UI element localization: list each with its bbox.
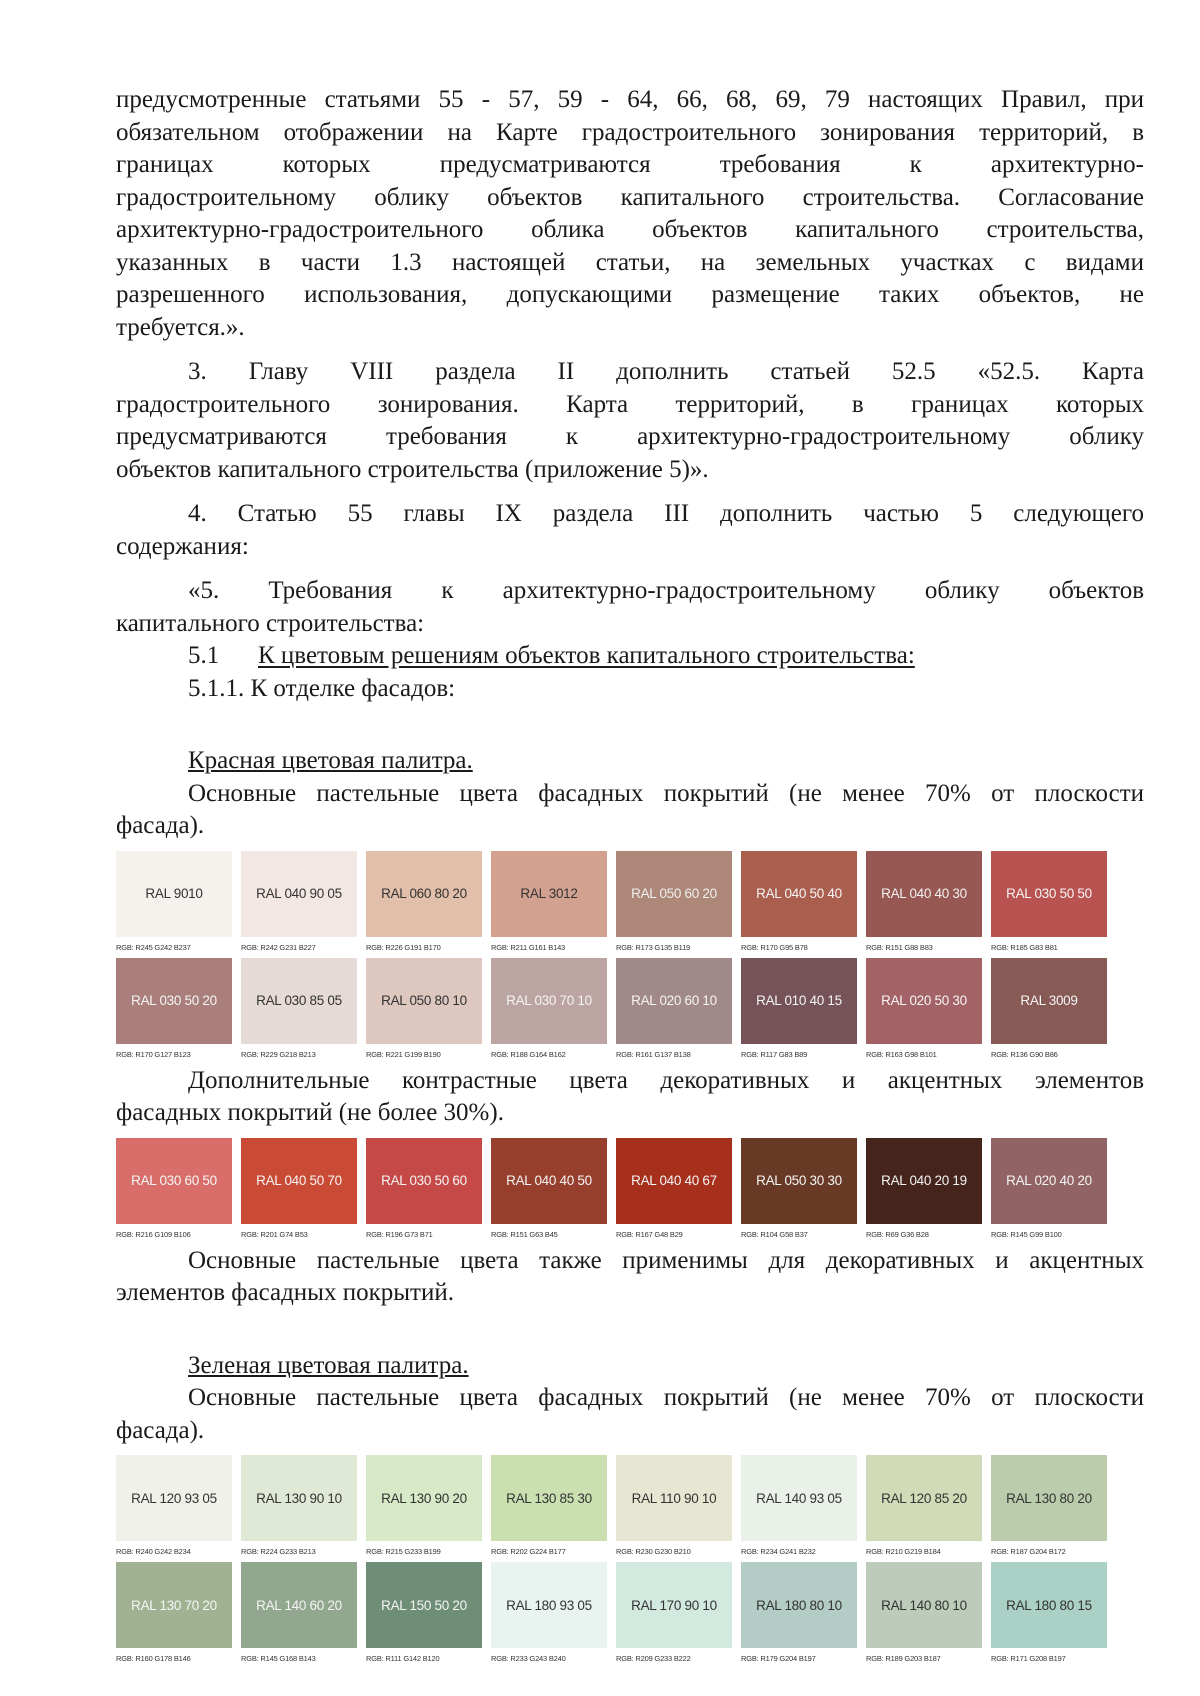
color-swatch	[741, 958, 857, 1059]
swatch-chip: RAL 030 50 60	[366, 1138, 482, 1224]
text-line: элементов фасадных покрытий.	[116, 1279, 454, 1306]
color-swatch	[491, 1455, 607, 1556]
color-swatch	[866, 1138, 982, 1239]
text-line: фасадных покрытий (не более 30%).	[116, 1099, 504, 1126]
swatch-chip: RAL 170 90 10	[616, 1562, 732, 1648]
text-line: предусмотренные статьями 55 - 57, 59 - 64, 66, 68, 69, 79 настоящих Правил, при	[116, 86, 1144, 113]
color-swatch	[491, 1562, 607, 1663]
swatch-chip: RAL 050 60 20	[616, 851, 732, 937]
color-swatch	[366, 958, 482, 1059]
green-palette-title	[116, 1350, 1144, 1383]
swatch-chip: RAL 110 90 10	[616, 1455, 732, 1541]
swatch-chip: RAL 120 85 20	[866, 1455, 982, 1541]
swatch-rgb-label: RGB: R117 G83 B89	[741, 1049, 808, 1059]
swatch-rgb-label: RGB: R171 G208 B197	[991, 1654, 1066, 1663]
swatch-rgb-label: RGB: R160 G178 B146	[116, 1654, 191, 1663]
color-swatch	[991, 1455, 1107, 1556]
swatch-rgb-label: RGB: R189 G203 B187	[866, 1654, 941, 1663]
text-line: Основные пастельные цвета фасадных покрытий (не менее 70% от плоскости	[188, 1384, 1144, 1411]
text-line: Основные пастельные цвета фасадных покрытий (не менее 70% от плоскости	[188, 779, 1144, 807]
text-line: Дополнительные контрастные цвета декоративных и акцентных элементов	[188, 1066, 1144, 1094]
swatch-chip: RAL 040 40 30	[866, 851, 982, 937]
swatch-chip: RAL 140 60 20	[241, 1562, 357, 1648]
swatch-chip: RAL 030 50 50	[991, 851, 1107, 937]
swatch-rgb-label: RGB: R221 G199 B190	[366, 1049, 441, 1059]
swatch-rgb-label: RGB: R145 G99 B100	[991, 1229, 1062, 1239]
text-line: обязательном отображении на Карте градостроительного зонирования территорий, в	[116, 118, 1144, 146]
text-line: «5. Требования к архитектурно-градостроительному облику объектов	[188, 577, 1144, 604]
subsection-5-1	[116, 640, 1144, 673]
color-swatch	[491, 1138, 607, 1239]
color-swatch	[366, 1138, 482, 1239]
color-swatch	[366, 851, 482, 952]
color-swatch	[741, 1455, 857, 1556]
swatch-chip: RAL 180 80 15	[991, 1562, 1107, 1648]
swatch-rgb-label: RGB: R69 G36 B28	[866, 1229, 929, 1239]
color-swatch	[366, 1455, 482, 1556]
color-swatch	[616, 958, 732, 1059]
color-swatch	[741, 851, 857, 952]
color-swatch	[116, 958, 232, 1059]
swatch-rgb-label: RGB: R179 G204 B197	[741, 1654, 816, 1663]
swatch-rgb-label: RGB: R233 G243 B240	[491, 1654, 566, 1663]
swatch-chip: RAL 150 50 20	[366, 1562, 482, 1648]
green-main-swatch-grid	[116, 1455, 1144, 1663]
swatch-chip: RAL 060 80 20	[366, 851, 482, 937]
swatch-rgb-label: RGB: R187 G204 B172	[991, 1547, 1066, 1556]
color-swatch	[241, 1562, 357, 1663]
color-swatch	[991, 1138, 1107, 1239]
swatch-chip: RAL 140 80 10	[866, 1562, 982, 1648]
text-line: градостроительному облику объектов капитального строительства. Согласование	[116, 183, 1144, 211]
swatch-rgb-label: RGB: R188 G164 B162	[491, 1049, 566, 1059]
color-swatch	[866, 958, 982, 1059]
text-line: архитектурно-градостроительного облика объектов капитального строительства,	[116, 216, 1144, 243]
color-swatch	[116, 1455, 232, 1556]
swatch-rgb-label: RGB: R161 G137 B138	[616, 1049, 691, 1059]
color-swatch	[491, 958, 607, 1059]
text-line: требуется.».	[116, 313, 245, 341]
text-line: Основные пастельные цвета также применимы для декоративных и акцентных	[188, 1246, 1144, 1274]
swatch-chip: RAL 030 50 20	[116, 958, 232, 1044]
color-swatch	[241, 958, 357, 1059]
color-swatch	[866, 1455, 982, 1556]
text-line: капитального строительства:	[116, 609, 425, 637]
swatch-rgb-label: RGB: R163 G98 B101	[866, 1049, 937, 1059]
swatch-rgb-label: RGB: R210 G219 B184	[866, 1547, 941, 1556]
swatch-chip: RAL 030 60 50	[116, 1138, 232, 1224]
swatch-chip: RAL 010 40 15	[741, 958, 857, 1044]
color-swatch	[741, 1562, 857, 1663]
swatch-chip: RAL 130 70 20	[116, 1562, 232, 1648]
color-swatch	[866, 1562, 982, 1663]
text-line: градостроительного зонирования. Карта территорий, в границах которых	[116, 390, 1144, 418]
swatch-chip: RAL 3009	[991, 958, 1107, 1044]
color-swatch	[616, 1455, 732, 1556]
swatch-rgb-label: RGB: R111 G142 B120	[366, 1654, 440, 1663]
color-swatch	[241, 851, 357, 952]
swatch-chip: RAL 130 80 20	[991, 1455, 1107, 1541]
swatch-rgb-label: RGB: R234 G241 B232	[741, 1547, 816, 1556]
red-accent-description	[116, 1065, 1144, 1130]
swatch-rgb-label: RGB: R211 G161 B143	[491, 942, 566, 952]
swatch-rgb-label: RGB: R201 G74 B53	[241, 1229, 308, 1239]
swatch-chip: RAL 040 50 40	[741, 851, 857, 937]
color-swatch	[616, 1138, 732, 1239]
swatch-rgb-label: RGB: R173 G135 B119	[616, 942, 691, 952]
swatch-chip: RAL 130 85 30	[491, 1455, 607, 1541]
color-swatch	[741, 1138, 857, 1239]
color-swatch	[241, 1138, 357, 1239]
text-line: разрешенного использования, допускающими размещение таких объектов, не	[116, 281, 1144, 308]
swatch-chip: RAL 040 20 19	[866, 1138, 982, 1224]
swatch-rgb-label: RGB: R196 G73 B71	[366, 1229, 433, 1239]
swatch-chip: RAL 130 90 10	[241, 1455, 357, 1541]
swatch-rgb-label: RGB: R151 G88 B83	[866, 942, 933, 952]
green-main-description	[116, 1382, 1144, 1447]
swatch-rgb-label: RGB: R242 G231 B227	[241, 942, 316, 952]
swatch-chip: RAL 040 40 50	[491, 1138, 607, 1224]
swatch-chip: RAL 030 70 10	[491, 958, 607, 1044]
color-swatch	[491, 851, 607, 952]
swatch-chip: RAL 180 93 05	[491, 1562, 607, 1648]
paragraph-item-3	[116, 356, 1144, 486]
text-line: содержания:	[116, 532, 249, 560]
red-palette-title-text: Красная цветовая палитра.	[188, 747, 473, 774]
swatch-rgb-label: RGB: R145 G168 B143	[241, 1654, 316, 1663]
color-swatch	[991, 851, 1107, 952]
red-main-swatch-grid	[116, 851, 1144, 1059]
color-swatch	[991, 1562, 1107, 1663]
swatch-chip: RAL 040 40 67	[616, 1138, 732, 1224]
text-line: предусматриваются требования к архитектурно-градостроительному облику	[116, 423, 1144, 450]
swatch-rgb-label: RGB: R224 G233 B213	[241, 1547, 316, 1556]
swatch-rgb-label: RGB: R226 G191 B170	[366, 942, 441, 952]
color-swatch	[116, 851, 232, 952]
color-swatch	[866, 851, 982, 952]
swatch-chip: RAL 020 60 10	[616, 958, 732, 1044]
text-line: 3. Главу VIII раздела II дополнить статьей 52.5 «52.5. Карта	[188, 358, 1144, 385]
red-accent-swatch-grid	[116, 1138, 1144, 1239]
swatch-rgb-label: RGB: R215 G233 B199	[366, 1547, 441, 1556]
swatch-chip: RAL 040 90 05	[241, 851, 357, 937]
swatch-chip: RAL 020 40 20	[991, 1138, 1107, 1224]
swatch-rgb-label: RGB: R104 G58 B37	[741, 1229, 808, 1239]
swatch-chip: RAL 040 50 70	[241, 1138, 357, 1224]
red-main-description	[116, 778, 1144, 843]
paragraph-item-4	[116, 498, 1144, 563]
subsection-5-1-1: 5.1.1. К отделке фасадов:	[188, 674, 456, 702]
text-line: границах которых предусматриваются требования к архитектурно-	[116, 151, 1144, 178]
green-palette-title-text: Зеленая цветовая палитра.	[188, 1351, 469, 1379]
swatch-chip: RAL 020 50 30	[866, 958, 982, 1044]
swatch-chip: RAL 030 85 05	[241, 958, 357, 1044]
swatch-rgb-label: RGB: R185 G83 B81	[991, 942, 1058, 952]
swatch-rgb-label: RGB: R167 G48 B29	[616, 1229, 683, 1239]
red-palette-title	[116, 745, 1144, 778]
swatch-rgb-label: RGB: R209 G233 B222	[616, 1654, 691, 1663]
swatch-rgb-label: RGB: R170 G95 B78	[741, 942, 808, 952]
subsection-5-1-title: К цветовым решениям объектов капитального строительства:	[258, 642, 915, 669]
swatch-chip: RAL 050 30 30	[741, 1138, 857, 1224]
red-note	[116, 1245, 1144, 1310]
swatch-rgb-label: RGB: R170 G127 B123	[116, 1049, 191, 1059]
paragraph-quote-5	[116, 575, 1144, 640]
swatch-rgb-label: RGB: R136 G90 B86	[991, 1049, 1058, 1059]
paragraph-continuation	[116, 84, 1144, 344]
swatch-chip: RAL 180 80 10	[741, 1562, 857, 1648]
swatch-rgb-label: RGB: R240 G242 B234	[116, 1547, 191, 1556]
text-line: 4. Статью 55 главы IX раздела III дополнить частью 5 следующего	[188, 500, 1144, 527]
swatch-rgb-label: RGB: R202 G224 B177	[491, 1547, 566, 1556]
color-swatch	[366, 1562, 482, 1663]
swatch-chip: RAL 9010	[116, 851, 232, 937]
swatch-chip: RAL 3012	[491, 851, 607, 937]
swatch-rgb-label: RGB: R229 G218 B213	[241, 1049, 316, 1059]
swatch-rgb-label: RGB: R245 G242 B237	[116, 942, 191, 952]
swatch-rgb-label: RGB: R230 G230 B210	[616, 1547, 691, 1556]
color-swatch	[616, 851, 732, 952]
swatch-chip: RAL 130 90 20	[366, 1455, 482, 1541]
color-swatch	[616, 1562, 732, 1663]
text-line: фасада).	[116, 1416, 205, 1444]
swatch-rgb-label: RGB: R216 G109 B106	[116, 1229, 191, 1239]
color-swatch	[241, 1455, 357, 1556]
swatch-chip: RAL 140 93 05	[741, 1455, 857, 1541]
swatch-rgb-label: RGB: R151 G63 B45	[491, 1229, 558, 1239]
text-line: фасада).	[116, 812, 205, 839]
subsection-5-1-number: 5.1	[188, 642, 220, 669]
text-line: объектов капитального строительства (приложение 5)».	[116, 455, 709, 483]
swatch-chip: RAL 050 80 10	[366, 958, 482, 1044]
color-swatch	[991, 958, 1107, 1059]
swatch-chip: RAL 120 93 05	[116, 1455, 232, 1541]
color-swatch	[116, 1562, 232, 1663]
text-line: указанных в части 1.3 настоящей статьи, на земельных участках с видами	[116, 248, 1144, 276]
color-swatch	[116, 1138, 232, 1239]
